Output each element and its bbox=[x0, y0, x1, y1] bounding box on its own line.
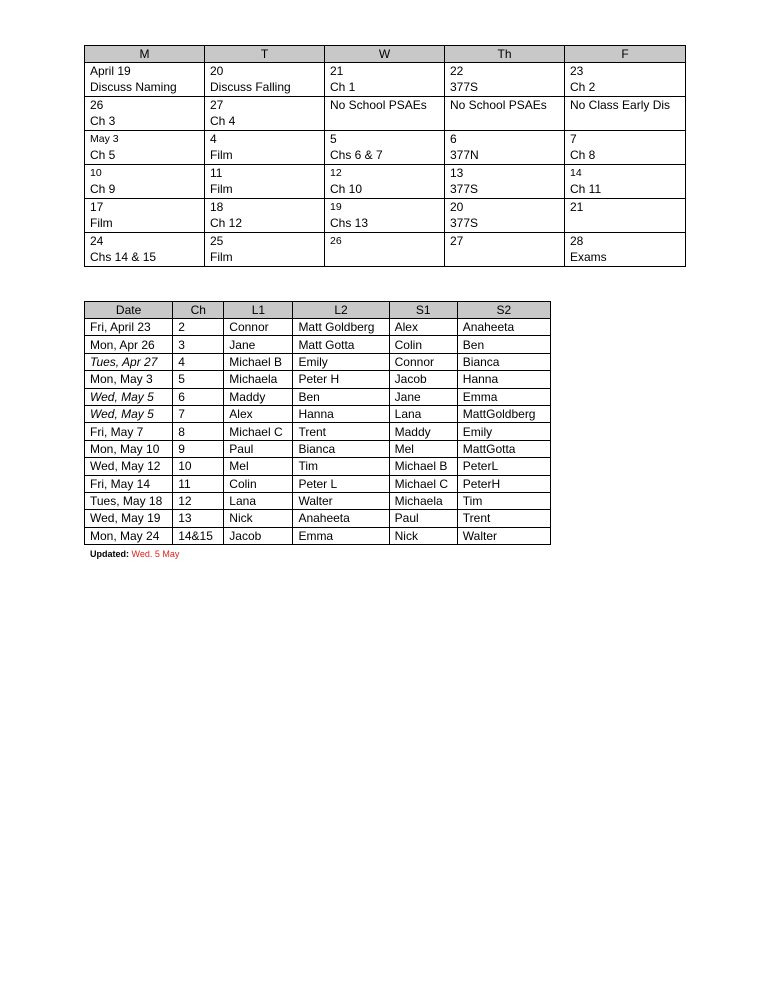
roster-cell-date: Mon, May 10 bbox=[85, 440, 173, 457]
calendar-day-cell bbox=[85, 131, 205, 165]
roster-header-l1: L1 bbox=[224, 302, 293, 319]
calendar-day-activity: Ch 10 bbox=[330, 182, 363, 196]
calendar-day-cell bbox=[85, 97, 205, 131]
calendar-day-cell bbox=[565, 233, 686, 267]
roster-cell-s2: PeterH bbox=[457, 475, 550, 492]
calendar-day-cell bbox=[445, 165, 565, 199]
roster-cell-l1: Jacob bbox=[224, 527, 293, 544]
calendar-day-activity: Film bbox=[90, 216, 113, 230]
roster-cell-ch: 6 bbox=[173, 388, 224, 405]
calendar-day-cell bbox=[85, 63, 205, 97]
roster-cell-s2: Walter bbox=[457, 527, 550, 544]
roster-cell-s1: Paul bbox=[389, 510, 457, 527]
roster-cell-l1: Mel bbox=[224, 458, 293, 475]
calendar-day-cell bbox=[205, 233, 325, 267]
roster-cell-ch: 2 bbox=[173, 319, 224, 336]
roster-cell-ch: 13 bbox=[173, 510, 224, 527]
calendar-day-activity: Discuss Falling bbox=[210, 80, 291, 94]
calendar-day-label: 12 bbox=[330, 167, 342, 179]
calendar-day-label: May 3 bbox=[90, 133, 119, 145]
calendar-day-label: 24 bbox=[90, 234, 104, 248]
calendar-day-label: 23 bbox=[570, 64, 584, 78]
roster-cell-date: Wed, May 12 bbox=[85, 458, 173, 475]
calendar-header-wednesday: W bbox=[325, 46, 445, 63]
roster-cell-l2: Emma bbox=[293, 527, 389, 544]
calendar-day-cell bbox=[85, 165, 205, 199]
calendar-day-activity: Ch 3 bbox=[90, 114, 116, 128]
roster-row bbox=[85, 388, 551, 405]
calendar-day-activity: Ch 9 bbox=[90, 182, 116, 196]
roster-row bbox=[85, 405, 551, 422]
calendar-table bbox=[84, 45, 686, 267]
roster-cell-l2: Hanna bbox=[293, 405, 389, 422]
calendar-day-activity: Ch 5 bbox=[90, 148, 116, 162]
calendar-day-label: 26 bbox=[330, 235, 342, 247]
calendar-day-label: 11 bbox=[210, 166, 223, 180]
calendar-week-row bbox=[85, 131, 686, 165]
calendar-day-cell bbox=[205, 131, 325, 165]
calendar-week-row bbox=[85, 199, 686, 233]
roster-cell-l2: Emily bbox=[293, 353, 389, 370]
roster-cell-l2: Tim bbox=[293, 458, 389, 475]
calendar-header-monday: M bbox=[85, 46, 205, 63]
roster-row bbox=[85, 353, 551, 370]
calendar-day-label: 6 bbox=[450, 132, 457, 146]
roster-cell-s1: Connor bbox=[389, 353, 457, 370]
calendar-day-activity: Ch 12 bbox=[210, 216, 243, 230]
roster-cell-s1: Mel bbox=[389, 440, 457, 457]
roster-row bbox=[85, 492, 551, 509]
roster-cell-s1: Lana bbox=[389, 405, 457, 422]
roster-cell-s1: Michael B bbox=[389, 458, 457, 475]
calendar-day-cell bbox=[85, 199, 205, 233]
roster-cell-date: Fri, May 14 bbox=[85, 475, 173, 492]
calendar-day-activity: Exams bbox=[570, 250, 607, 264]
roster-cell-ch: 10 bbox=[173, 458, 224, 475]
calendar-day-label: No School PSAEs bbox=[330, 98, 427, 112]
calendar-day-cell bbox=[565, 97, 686, 131]
roster-row bbox=[85, 319, 551, 336]
calendar-header-thursday: Th bbox=[445, 46, 565, 63]
roster-row bbox=[85, 527, 551, 544]
roster-cell-l2: Walter bbox=[293, 492, 389, 509]
calendar-day-label: 14 bbox=[570, 167, 582, 179]
roster-cell-l1: Maddy bbox=[224, 388, 293, 405]
calendar-day-cell bbox=[565, 63, 686, 97]
calendar-day-label: 26 bbox=[90, 98, 104, 112]
roster-cell-l2: Bianca bbox=[293, 440, 389, 457]
calendar-day-cell bbox=[445, 63, 565, 97]
roster-cell-date: Mon, Apr 26 bbox=[85, 336, 173, 353]
calendar-day-label: 22 bbox=[450, 64, 464, 78]
calendar-day-label: 20 bbox=[210, 64, 224, 78]
roster-cell-s2: Emily bbox=[457, 423, 550, 440]
roster-cell-s2: Tim bbox=[457, 492, 550, 509]
calendar-day-cell bbox=[565, 131, 686, 165]
roster-cell-s2: Ben bbox=[457, 336, 550, 353]
roster-cell-s1: Michaela bbox=[389, 492, 457, 509]
calendar-day-label: 7 bbox=[570, 132, 577, 146]
calendar-day-label: 19 bbox=[330, 201, 342, 213]
roster-cell-s1: Maddy bbox=[389, 423, 457, 440]
calendar-day-activity: Ch 2 bbox=[570, 80, 596, 94]
roster-row bbox=[85, 510, 551, 527]
roster-cell-l2: Matt Gotta bbox=[293, 336, 389, 353]
roster-cell-s2: PeterL bbox=[457, 458, 550, 475]
calendar-day-activity: Chs 6 & 7 bbox=[330, 148, 383, 162]
roster-cell-ch: 12 bbox=[173, 492, 224, 509]
calendar-day-cell bbox=[325, 131, 445, 165]
calendar-day-cell bbox=[325, 233, 445, 267]
roster-cell-s2: Hanna bbox=[457, 371, 550, 388]
calendar-day-cell bbox=[325, 165, 445, 199]
roster-cell-date: Wed, May 19 bbox=[85, 510, 173, 527]
calendar-day-cell bbox=[205, 165, 325, 199]
calendar-day-cell bbox=[445, 199, 565, 233]
roster-cell-s2: Bianca bbox=[457, 353, 550, 370]
roster-cell-l1: Alex bbox=[224, 405, 293, 422]
calendar-day-cell bbox=[325, 63, 445, 97]
calendar-day-label: April 19 bbox=[90, 64, 131, 78]
calendar-day-activity: 377S bbox=[450, 182, 479, 196]
calendar-day-cell bbox=[565, 199, 686, 233]
roster-row bbox=[85, 440, 551, 457]
roster-cell-s2: Emma bbox=[457, 388, 550, 405]
calendar-week-row bbox=[85, 97, 686, 131]
roster-row bbox=[85, 458, 551, 475]
calendar-day-label: 27 bbox=[450, 234, 464, 248]
roster-row bbox=[85, 423, 551, 440]
calendar-header-row bbox=[85, 46, 686, 63]
calendar-day-activity: Film bbox=[210, 148, 233, 162]
calendar-day-cell bbox=[445, 131, 565, 165]
roster-cell-date: Wed, May 5 bbox=[85, 405, 173, 422]
calendar-day-activity: 377S bbox=[450, 216, 479, 230]
roster-cell-date: Mon, May 3 bbox=[85, 371, 173, 388]
calendar-day-label: 18 bbox=[210, 200, 224, 214]
calendar-header-tuesday: T bbox=[205, 46, 325, 63]
roster-cell-l1: Nick bbox=[224, 510, 293, 527]
calendar-day-activity: 377N bbox=[450, 148, 479, 162]
updated-note bbox=[90, 549, 179, 559]
calendar-day-label: 27 bbox=[210, 98, 224, 112]
roster-cell-s1: Jacob bbox=[389, 371, 457, 388]
roster-cell-s1: Michael C bbox=[389, 475, 457, 492]
calendar-day-label: 21 bbox=[330, 64, 344, 78]
calendar-day-activity: Ch 11 bbox=[570, 182, 602, 196]
calendar-day-label: 17 bbox=[90, 200, 104, 214]
roster-cell-ch: 3 bbox=[173, 336, 224, 353]
roster-cell-l1: Lana bbox=[224, 492, 293, 509]
roster-cell-ch: 8 bbox=[173, 423, 224, 440]
calendar-day-cell bbox=[325, 97, 445, 131]
roster-cell-s2: Trent bbox=[457, 510, 550, 527]
calendar-day-label: 21 bbox=[570, 200, 584, 214]
roster-cell-date: Wed, May 5 bbox=[85, 388, 173, 405]
roster-cell-l1: Connor bbox=[224, 319, 293, 336]
roster-cell-date: Fri, April 23 bbox=[85, 319, 173, 336]
roster-header-date: Date bbox=[85, 302, 173, 319]
updated-label: Updated: bbox=[90, 549, 129, 559]
roster-cell-s1: Jane bbox=[389, 388, 457, 405]
calendar-day-label: 13 bbox=[450, 166, 464, 180]
roster-cell-ch: 7 bbox=[173, 405, 224, 422]
calendar-day-cell bbox=[325, 199, 445, 233]
roster-cell-s1: Nick bbox=[389, 527, 457, 544]
calendar-week-row bbox=[85, 233, 686, 267]
roster-cell-date: Mon, May 24 bbox=[85, 527, 173, 544]
roster-header-ch: Ch bbox=[173, 302, 224, 319]
roster-cell-s2: Anaheeta bbox=[457, 319, 550, 336]
calendar-day-label: No School PSAEs bbox=[450, 98, 547, 112]
roster-cell-l2: Matt Goldberg bbox=[293, 319, 389, 336]
calendar-day-label: No Class Early Dis bbox=[570, 98, 671, 112]
calendar-day-activity: Film bbox=[210, 250, 233, 264]
roster-cell-date: Tues, May 18 bbox=[85, 492, 173, 509]
calendar-day-cell bbox=[85, 233, 205, 267]
calendar-header-friday: F bbox=[565, 46, 686, 63]
updated-value: Wed. 5 May bbox=[131, 549, 180, 559]
roster-header-row bbox=[85, 302, 551, 319]
roster-cell-ch: 4 bbox=[173, 353, 224, 370]
roster-cell-l1: Michaela bbox=[224, 371, 293, 388]
calendar-day-cell bbox=[205, 199, 325, 233]
roster-header-s2: S2 bbox=[457, 302, 550, 319]
roster-cell-l1: Jane bbox=[224, 336, 293, 353]
calendar-week-row bbox=[85, 63, 686, 97]
calendar-day-cell bbox=[445, 97, 565, 131]
calendar-day-label: 10 bbox=[90, 167, 102, 179]
calendar-day-cell bbox=[205, 97, 325, 131]
roster-table bbox=[84, 301, 551, 545]
calendar-day-label: 25 bbox=[210, 234, 224, 248]
roster-cell-l2: Trent bbox=[293, 423, 389, 440]
calendar-day-label: 20 bbox=[450, 200, 464, 214]
calendar-day-cell bbox=[445, 233, 565, 267]
roster-cell-l2: Peter H bbox=[293, 371, 389, 388]
calendar-day-activity: 377S bbox=[450, 80, 479, 94]
roster-cell-ch: 11 bbox=[173, 475, 224, 492]
roster-row bbox=[85, 475, 551, 492]
calendar-day-activity: Chs 14 & 15 bbox=[90, 250, 157, 264]
roster-header-l2: L2 bbox=[293, 302, 389, 319]
calendar-day-activity: Discuss Naming bbox=[90, 80, 177, 94]
roster-cell-s1: Colin bbox=[389, 336, 457, 353]
roster-cell-ch: 14&15 bbox=[173, 527, 224, 544]
roster-cell-l1: Michael B bbox=[224, 353, 293, 370]
roster-cell-s2: MattGoldberg bbox=[457, 405, 550, 422]
calendar-day-cell bbox=[565, 165, 686, 199]
calendar-day-label: 28 bbox=[570, 234, 584, 248]
roster-cell-l1: Colin bbox=[224, 475, 293, 492]
roster-cell-s2: MattGotta bbox=[457, 440, 550, 457]
roster-cell-date: Fri, May 7 bbox=[85, 423, 173, 440]
roster-cell-ch: 5 bbox=[173, 371, 224, 388]
roster-header-s1: S1 bbox=[389, 302, 457, 319]
roster-cell-date: Tues, Apr 27 bbox=[85, 353, 173, 370]
roster-cell-s1: Alex bbox=[389, 319, 457, 336]
roster-cell-l2: Anaheeta bbox=[293, 510, 389, 527]
calendar-day-cell bbox=[205, 63, 325, 97]
roster-row bbox=[85, 336, 551, 353]
calendar-day-activity: Ch 8 bbox=[570, 148, 596, 162]
roster-cell-l1: Michael C bbox=[224, 423, 293, 440]
calendar-day-label: 5 bbox=[330, 132, 337, 146]
roster-cell-ch: 9 bbox=[173, 440, 224, 457]
calendar-day-activity: Ch 1 bbox=[330, 80, 356, 94]
calendar-day-label: 4 bbox=[210, 132, 217, 146]
roster-row bbox=[85, 371, 551, 388]
roster-cell-l2: Peter L bbox=[293, 475, 389, 492]
calendar-day-activity: Ch 4 bbox=[210, 114, 236, 128]
calendar-week-row bbox=[85, 165, 686, 199]
calendar-day-activity: Chs 13 bbox=[330, 216, 369, 230]
calendar-day-activity: Film bbox=[210, 182, 233, 196]
roster-cell-l1: Paul bbox=[224, 440, 293, 457]
roster-cell-l2: Ben bbox=[293, 388, 389, 405]
